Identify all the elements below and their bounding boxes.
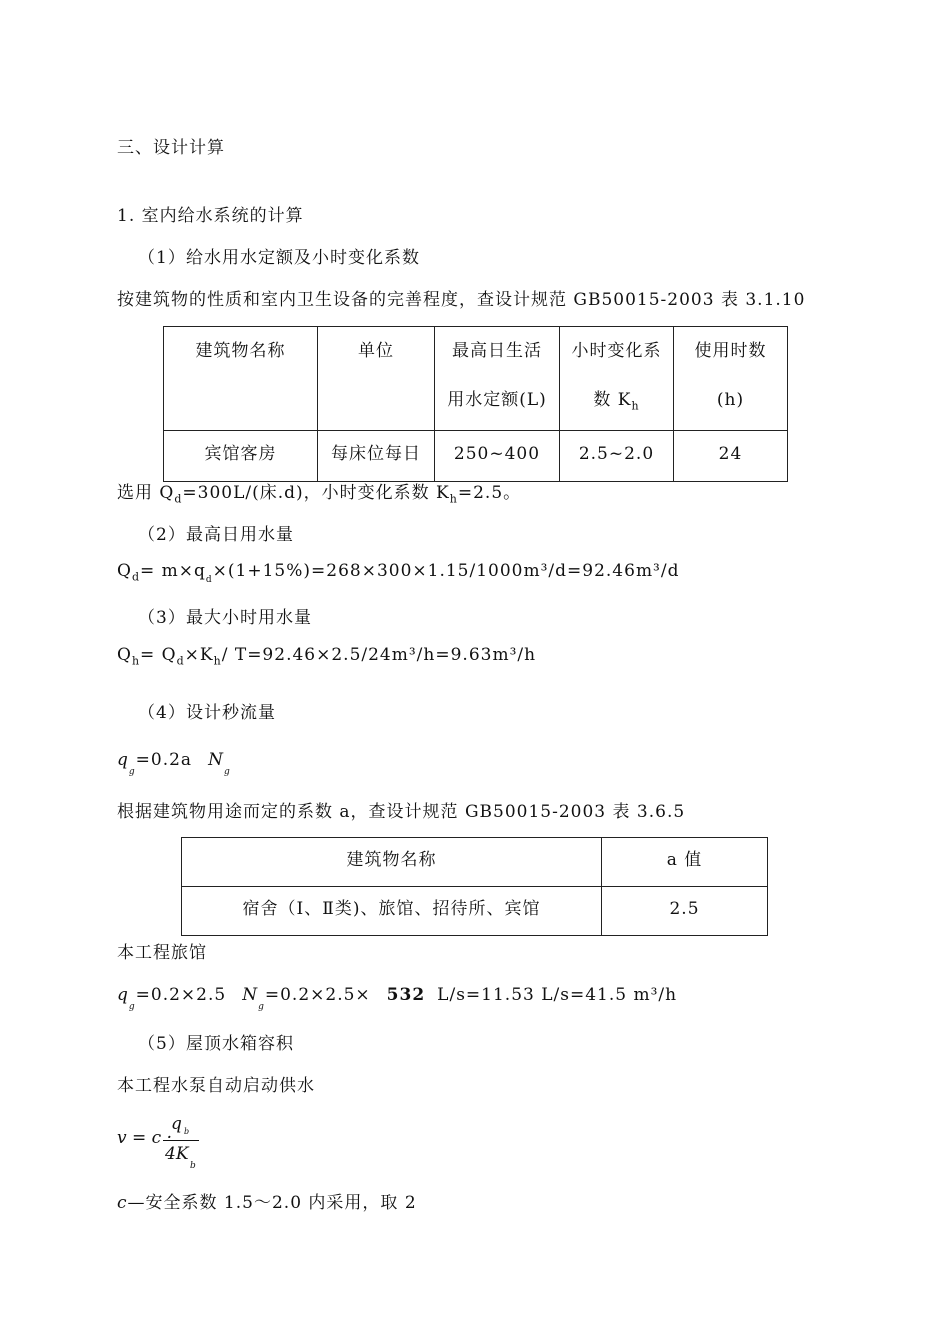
formula-denominator: 4K [165, 1144, 189, 1164]
header-cell: 建筑物名称 [182, 838, 602, 887]
formula-lhs: v = c · [117, 1128, 172, 1148]
table-cell: 宾馆客房 [164, 431, 318, 482]
table-cell: 250~400 [435, 431, 560, 482]
header-cell: 建筑物名称 [164, 327, 318, 431]
item-text: 给水用水定额及小时变化系数 [186, 248, 420, 268]
formula-numerator-sub: b [184, 1127, 190, 1136]
header-cell: a 值 [602, 838, 768, 887]
equation-max-hourly: $Q_h= Q_d\times K_h/$ T=92.46×2.5/24m³/h=9.63m³/h [117, 645, 537, 668]
item-number: （1） [138, 248, 186, 268]
selection-line: 选用 $Q_d=300L/$(床.d)，小时变化系数 $K_h=2.5$。 [117, 483, 522, 506]
item-heading-5: （5）屋顶水箱容积 [138, 1034, 294, 1054]
note-text: 本工程旅馆 [117, 943, 207, 963]
subsection-heading: 1. 室内给水系统的计算 [117, 206, 304, 226]
equation-max-daily: $Q_d= m\times q_d\times(1+15\%)=268\times 300\times 1.15/1000m^3/d=92.46m^3/d$ [117, 561, 680, 585]
table-cell: 宿舍（Ⅰ、Ⅱ类)、旅馆、招待所、宾馆 [182, 887, 602, 936]
tank-volume-formula [117, 1114, 217, 1178]
water-quota-table [163, 326, 788, 482]
header-cell: 单位 [318, 327, 435, 431]
header-cell: 小时变化系 数 $K_h$ [560, 327, 674, 431]
table-cell: 2.5~2.0 [560, 431, 674, 482]
pump-text: 本工程水泵自动启动供水 [117, 1076, 315, 1096]
header-cell: 使用时数 (h) [674, 327, 788, 431]
table-header-row [182, 838, 768, 887]
coefficient-table [181, 837, 768, 936]
header-cell: 最高日生活 用水定额(L) [435, 327, 560, 431]
section-title: 三、设计计算 [117, 138, 225, 158]
table-row [164, 431, 788, 482]
item-heading-3: （3）最大小时用水量 [138, 608, 312, 628]
table-cell: 每床位每日 [318, 431, 435, 482]
formula-numerator: q [171, 1114, 182, 1134]
item-heading-2: （2）最高日用水量 [138, 525, 294, 545]
safety-coefficient-text: c—安全系数 1.5～2.0 内采用，取 2 [117, 1193, 417, 1213]
reference-text-1: 按建筑物的性质和室内卫生设备的完善程度，查设计规范 GB50015-2003 表 3.1.10 [117, 290, 806, 310]
table-header-row [164, 327, 788, 431]
equation-design-flow: $q_g=0.2\times 2.5$ $N_g=0.2\times 2.5\times 532$ L/s=11.53 L/s=41.5 m³/h [117, 985, 678, 1012]
fraction-bar [163, 1140, 199, 1141]
table-cell: 24 [674, 431, 788, 482]
item-heading-4: （4）设计秒流量 [138, 703, 276, 723]
item-heading-1 [138, 243, 420, 268]
table-row [182, 887, 768, 936]
reference-text-2: 根据建筑物用途而定的系数 a，查设计规范 GB50015-2003 表 3.6.5 [117, 802, 686, 822]
formula-denominator-sub: b [190, 1161, 196, 1171]
formula-design-flow: $q_g=0.2a$ $N_g$ [117, 750, 231, 777]
table-cell: 2.5 [602, 887, 768, 936]
